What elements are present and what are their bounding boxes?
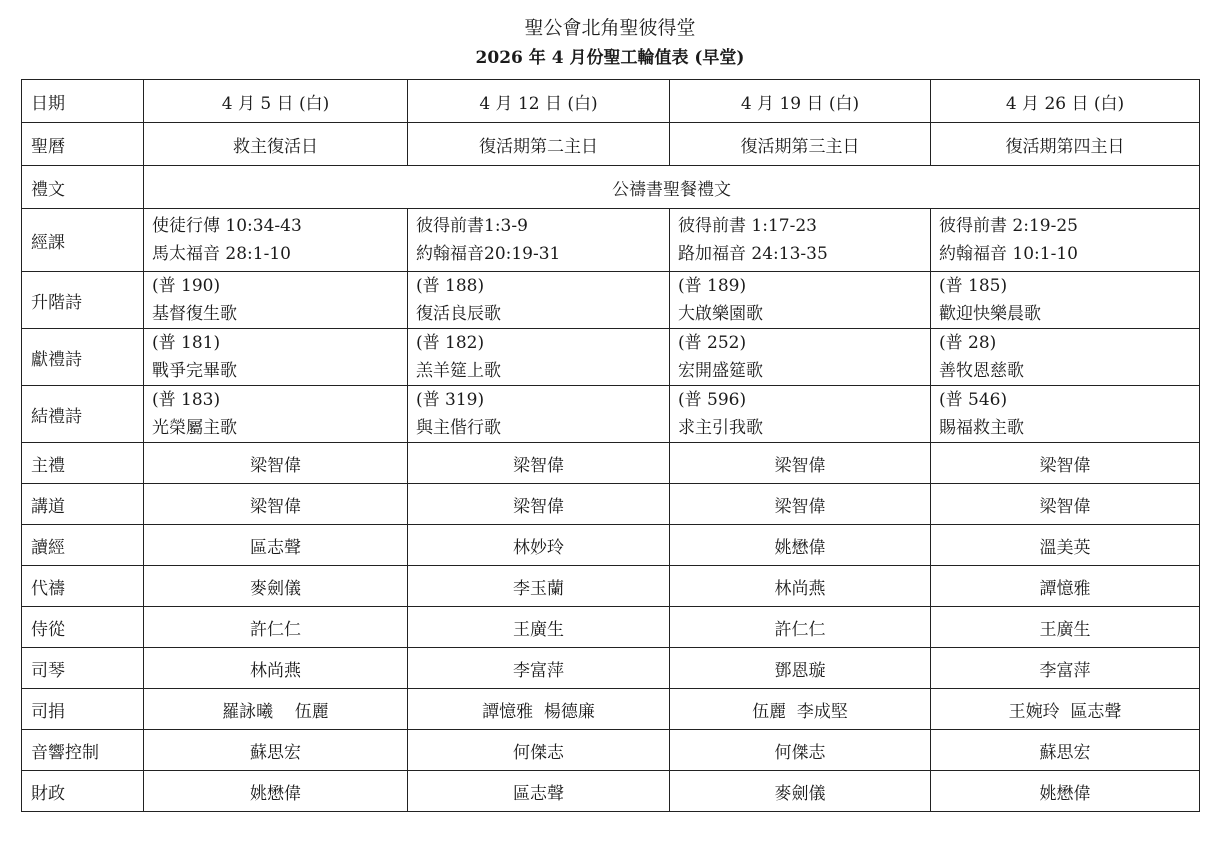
duty-cell: 李玉蘭 (408, 566, 670, 607)
hymn-cell (144, 272, 408, 329)
duty-cell: 區志聲 (408, 771, 670, 812)
duty-row (22, 771, 1200, 812)
row-label: 結禮詩 (22, 386, 144, 443)
hymn-row (22, 329, 1200, 386)
duty-cell: 蘇思宏 (144, 730, 408, 771)
duty-cell: 梁智偉 (670, 484, 931, 525)
calendar-cell: 復活期第二主日 (408, 123, 670, 166)
reading-line: 彼得前書 2:19-25 (939, 216, 1078, 236)
hymn-title: 賜福救主歌 (939, 418, 1024, 438)
readings-cell (670, 209, 931, 272)
duty-cell: 何傑志 (670, 730, 931, 771)
duty-cell: 王廣生 (931, 607, 1200, 648)
hymn-number: (普 546) (939, 390, 1008, 410)
duty-cell: 梁智偉 (670, 443, 931, 484)
calendar-cell: 救主復活日 (144, 123, 408, 166)
duty-cell: 梁智偉 (144, 443, 408, 484)
hymn-number: (普 188) (416, 276, 485, 296)
liturgy-cell: 公禱書聖餐禮文 (144, 166, 1200, 209)
church-name: 聖公會北角聖彼得堂 (524, 17, 696, 39)
hymn-title: 求主引我歌 (678, 418, 763, 438)
readings-cell (931, 209, 1200, 272)
duty-cell: 梁智偉 (408, 443, 670, 484)
duty-cell: 譚憶雅 楊德廉 (408, 689, 670, 730)
hymn-title: 復活良辰歌 (416, 304, 501, 324)
reading-line: 使徒行傳 10:34-43 (152, 216, 302, 236)
duty-cell: 伍麗 李成堅 (670, 689, 931, 730)
hymn-number: (普 596) (678, 390, 747, 410)
hymn-title: 光榮屬主歌 (152, 418, 237, 438)
duty-cell: 梁智偉 (931, 443, 1200, 484)
hymn-title: 羔羊筵上歌 (416, 361, 501, 381)
reading-line: 約翰福音20:19-31 (416, 244, 561, 264)
duty-cell: 梁智偉 (144, 484, 408, 525)
hymn-number: (普 183) (152, 390, 221, 410)
readings-cell (408, 209, 670, 272)
duty-cell: 林妙玲 (408, 525, 670, 566)
row-label: 經課 (22, 209, 144, 272)
row-label: 聖曆 (22, 123, 144, 166)
row-label: 財政 (22, 771, 144, 812)
reading-line: 彼得前書 1:17-23 (678, 216, 817, 236)
row-label: 侍從 (22, 607, 144, 648)
row-label: 升階詩 (22, 272, 144, 329)
date-cell: 4 月 26 日 (白) (931, 80, 1200, 123)
hymn-title: 宏開盛筵歌 (678, 361, 763, 381)
hymn-number: (普 182) (416, 333, 485, 353)
row-label: 司琴 (22, 648, 144, 689)
row-label: 司捐 (22, 689, 144, 730)
hymn-cell (408, 329, 670, 386)
duty-cell: 王婉玲 區志聲 (931, 689, 1200, 730)
duty-cell: 姚懋偉 (144, 771, 408, 812)
hymn-row (22, 386, 1200, 443)
duty-cell: 麥劍儀 (144, 566, 408, 607)
hymn-title: 歡迎快樂晨歌 (939, 304, 1041, 324)
hymn-title: 善牧恩慈歌 (939, 361, 1024, 381)
hymn-cell (931, 386, 1200, 443)
row-label: 禮文 (22, 166, 144, 209)
date-row (22, 80, 1200, 123)
duty-cell: 林尚燕 (144, 648, 408, 689)
hymn-number: (普 189) (678, 276, 747, 296)
roster-title: 2026 年 4 月份聖工輪值表 (早堂) (475, 48, 745, 68)
date-cell: 4 月 19 日 (白) (670, 80, 931, 123)
duty-cell: 區志聲 (144, 525, 408, 566)
hymn-cell (931, 329, 1200, 386)
hymn-cell (931, 272, 1200, 329)
duty-row (22, 484, 1200, 525)
readings-row (22, 209, 1200, 272)
row-label: 講道 (22, 484, 144, 525)
hymn-cell (144, 329, 408, 386)
duty-row (22, 566, 1200, 607)
row-label: 主禮 (22, 443, 144, 484)
date-cell: 4 月 5 日 (白) (144, 80, 408, 123)
duty-cell: 蘇思宏 (931, 730, 1200, 771)
hymn-title: 與主偕行歌 (416, 418, 501, 438)
calendar-cell: 復活期第四主日 (931, 123, 1200, 166)
row-label: 讀經 (22, 525, 144, 566)
duty-row (22, 525, 1200, 566)
duty-row (22, 443, 1200, 484)
duty-cell: 姚懋偉 (931, 771, 1200, 812)
row-label: 日期 (22, 80, 144, 123)
hymn-cell (408, 386, 670, 443)
duty-cell: 李富萍 (931, 648, 1200, 689)
hymn-number: (普 181) (152, 333, 221, 353)
hymn-title: 戰爭完畢歌 (152, 361, 237, 381)
hymn-cell (670, 329, 931, 386)
calendar-cell: 復活期第三主日 (670, 123, 931, 166)
duty-cell: 溫美英 (931, 525, 1200, 566)
duty-row (22, 689, 1200, 730)
duty-cell: 許仁仁 (144, 607, 408, 648)
reading-line: 馬太福音 28:1-10 (152, 244, 291, 264)
duty-cell: 譚憶雅 (931, 566, 1200, 607)
duty-cell: 麥劍儀 (670, 771, 931, 812)
reading-line: 約翰福音 10:1-10 (939, 244, 1078, 264)
hymn-title: 大啟樂園歌 (678, 304, 763, 324)
hymn-title: 基督復生歌 (152, 304, 237, 324)
reading-line: 路加福音 24:13-35 (678, 244, 828, 264)
calendar-row (22, 123, 1200, 166)
hymn-row (22, 272, 1200, 329)
liturgy-row (22, 166, 1200, 209)
hymn-cell (670, 272, 931, 329)
duty-cell: 王廣生 (408, 607, 670, 648)
duty-cell: 何傑志 (408, 730, 670, 771)
duty-row (22, 730, 1200, 771)
duty-row (22, 607, 1200, 648)
hymn-number: (普 319) (416, 390, 485, 410)
duty-cell: 李富萍 (408, 648, 670, 689)
duty-cell: 羅詠曦 伍麗 (144, 689, 408, 730)
hymn-number: (普 190) (152, 276, 221, 296)
hymn-number: (普 28) (939, 333, 997, 353)
hymn-cell (670, 386, 931, 443)
duty-cell: 鄧恩璇 (670, 648, 931, 689)
hymn-cell (144, 386, 408, 443)
hymn-number: (普 185) (939, 276, 1008, 296)
reading-line: 彼得前書1:3-9 (416, 216, 528, 236)
hymn-number: (普 252) (678, 333, 747, 353)
row-label: 獻禮詩 (22, 329, 144, 386)
readings-cell (144, 209, 408, 272)
duty-row (22, 648, 1200, 689)
duty-roster-table (21, 79, 1200, 812)
duty-cell: 梁智偉 (408, 484, 670, 525)
duty-cell: 林尚燕 (670, 566, 931, 607)
date-cell: 4 月 12 日 (白) (408, 80, 670, 123)
duty-cell: 許仁仁 (670, 607, 931, 648)
duty-cell: 姚懋偉 (670, 525, 931, 566)
row-label: 代禱 (22, 566, 144, 607)
row-label: 音響控制 (22, 730, 144, 771)
hymn-cell (408, 272, 670, 329)
duty-cell: 梁智偉 (931, 484, 1200, 525)
